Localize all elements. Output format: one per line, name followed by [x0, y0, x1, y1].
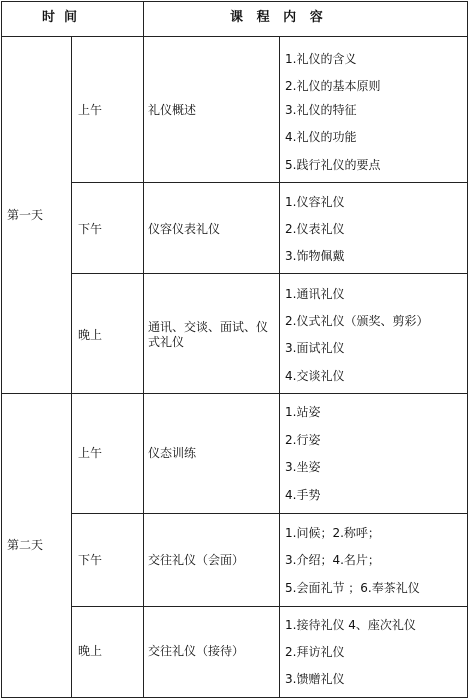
- row-divider: [71, 606, 468, 607]
- row-divider: [71, 273, 468, 274]
- list-item: 1.通讯礼仪: [285, 287, 345, 301]
- list-item: 2.行姿: [285, 433, 321, 447]
- period-label: 下午: [78, 222, 103, 236]
- list-item: 4.交谈礼仪: [285, 369, 345, 383]
- list-item: 1.问候；2.称呼；: [285, 526, 380, 540]
- list-item: 3.坐姿: [285, 460, 321, 474]
- row-divider: [71, 182, 468, 183]
- list-item: 4.手势: [285, 488, 321, 502]
- list-item: 2.仪式礼仪（颁奖、剪彩）: [285, 314, 429, 328]
- day-label: 第二天: [7, 538, 44, 552]
- column-divider: [71, 36, 72, 698]
- list-item: 1.仪容礼仪: [285, 195, 345, 209]
- list-item: 3.介绍；4.名片；: [285, 553, 380, 567]
- list-item: 5.践行礼仪的要点: [285, 158, 381, 172]
- session-topic: 仪容仪表礼仪: [148, 222, 221, 236]
- list-item: 2.仪表礼仪: [285, 222, 345, 236]
- session-topic: 仪态训练: [148, 446, 197, 460]
- list-item: 1.接待礼仪 4、座次礼仪: [285, 618, 416, 632]
- table-border-right: [467, 1, 468, 698]
- list-item: 2.礼仪的基本原则: [285, 79, 381, 93]
- period-label: 上午: [78, 103, 103, 117]
- session-topic: 通讯、交谈、面试、仪式礼仪: [148, 320, 269, 349]
- list-item: 5.会面礼节 ；6.奉茶礼仪: [285, 581, 420, 595]
- list-item: 3.馈赠礼仪: [285, 672, 345, 686]
- list-item: 3.礼仪的特征: [285, 103, 357, 117]
- table-border-top: [1, 1, 468, 2]
- row-divider: [71, 513, 468, 514]
- list-item: 1.礼仪的含义: [285, 52, 357, 66]
- period-label: 晚上: [78, 328, 103, 342]
- period-label: 晚上: [78, 644, 103, 658]
- session-topic: 礼仪概述: [148, 103, 197, 117]
- column-divider: [143, 1, 144, 698]
- list-item: 1.站姿: [285, 405, 321, 419]
- list-item: 2.拜访礼仪: [285, 645, 345, 659]
- column-divider: [279, 36, 280, 698]
- header-time: 时 间: [42, 10, 78, 25]
- period-label: 上午: [78, 446, 103, 460]
- day-label: 第一天: [7, 208, 44, 222]
- list-item: 4.礼仪的功能: [285, 130, 357, 144]
- header-content: 课 程 内 容: [230, 10, 323, 25]
- period-label: 下午: [78, 553, 103, 567]
- session-topic: 交往礼仪（会面）: [148, 553, 245, 567]
- list-item: 3.面试礼仪: [285, 341, 345, 355]
- session-topic: 交往礼仪（接待）: [148, 644, 245, 658]
- table-border-left: [1, 1, 2, 698]
- list-item: 3.饰物佩戴: [285, 249, 345, 263]
